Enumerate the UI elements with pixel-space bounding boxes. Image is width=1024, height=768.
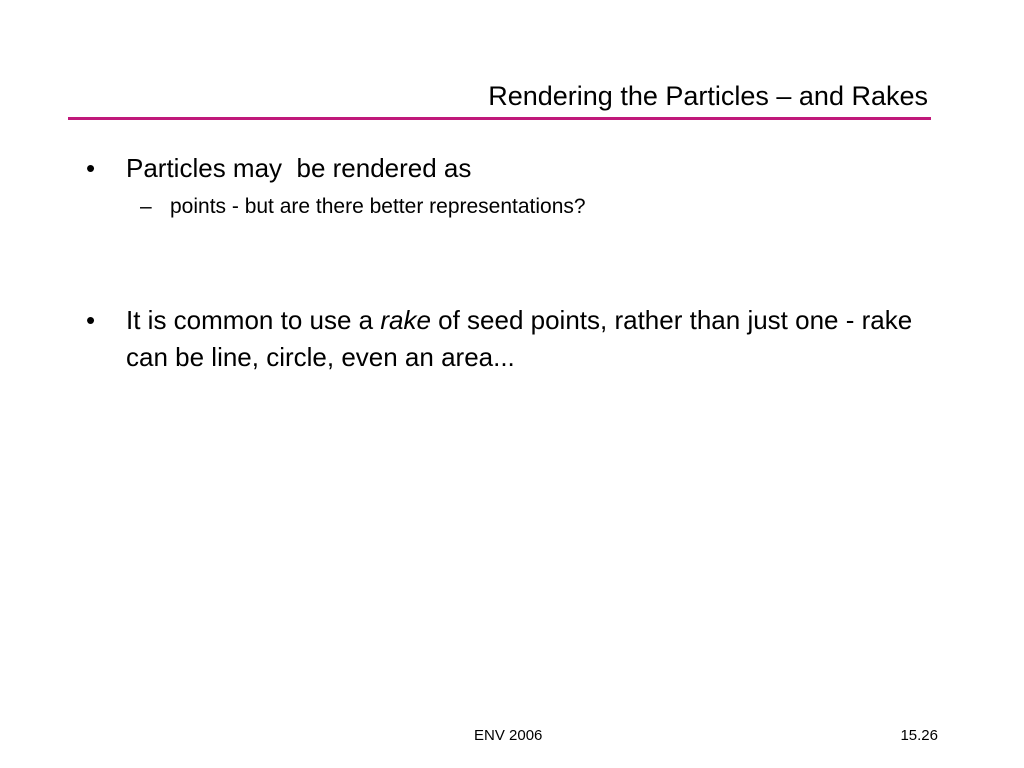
bullet-text-end: of seed points, rather than just one - rake can be line, circle, even an area...: [126, 305, 920, 372]
bullet-marker: •: [86, 153, 96, 183]
sub-bullet-item: [140, 193, 940, 221]
bullet-emphasis-rake: rake: [380, 305, 431, 335]
footer-course: ENV 2006: [474, 727, 543, 744]
slide-title: Rendering the Particles – and Rakes: [488, 81, 928, 111]
footer-page-number: 15.26: [900, 727, 938, 744]
bullet-marker: •: [86, 305, 96, 335]
bullet-text: Particles may be rendered as: [126, 153, 472, 183]
sub-bullet-text: points - but are there better representations?: [170, 195, 586, 218]
bullet-text: [126, 302, 946, 376]
sub-bullet-marker: –: [140, 195, 152, 218]
bullet-item: [86, 150, 946, 187]
bullet-item: [86, 302, 946, 376]
title-divider: [68, 117, 931, 120]
bullet-text-start: It is common to use a: [126, 305, 381, 335]
